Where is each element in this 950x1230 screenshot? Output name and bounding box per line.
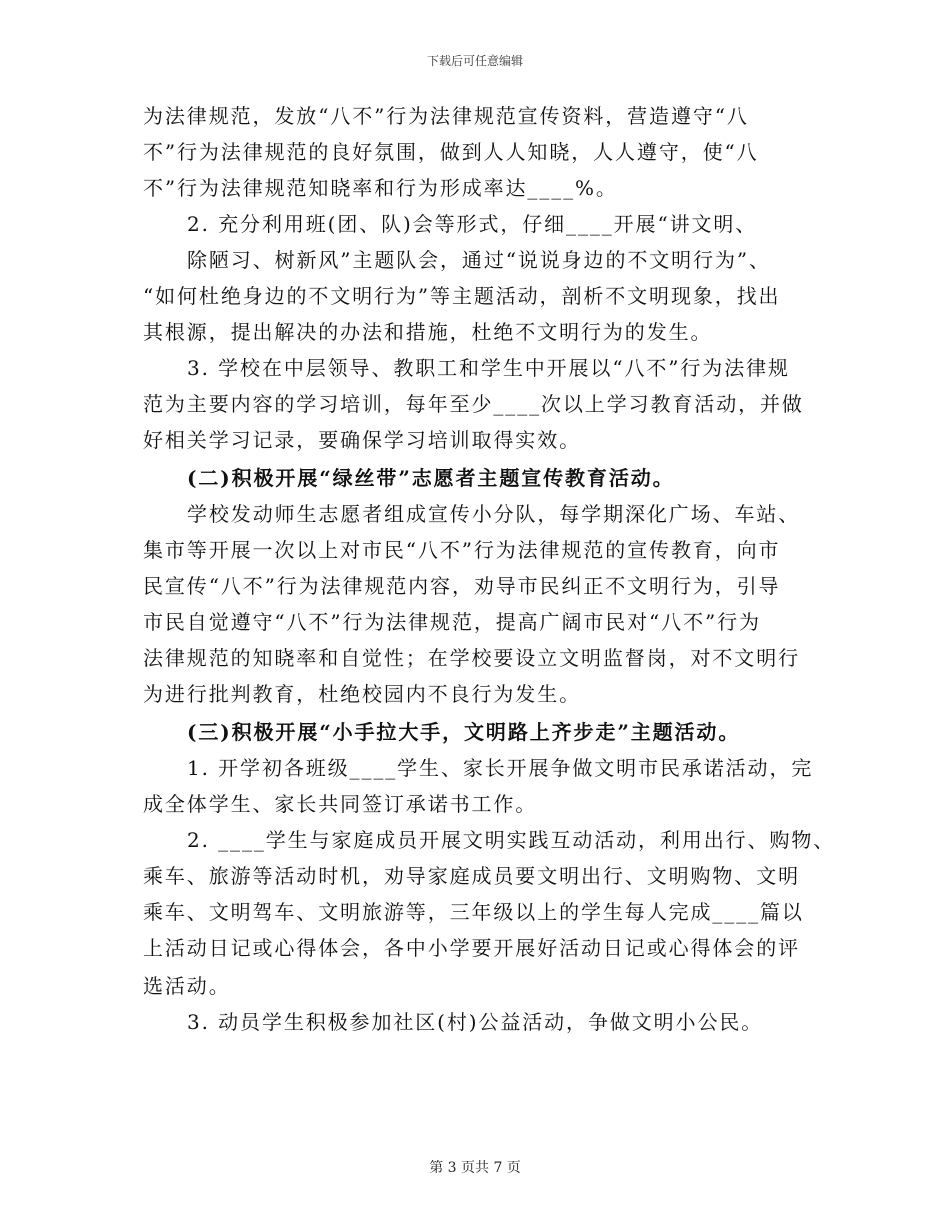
document-body	[143, 98, 836, 1040]
paragraph-line: 1. 开学初各班级____学生、家长开展争做文明市民承诺活动，完	[187, 756, 814, 780]
page-footer: 第 3 页共 7 页	[429, 1160, 521, 1176]
paragraph-line: 3. 学校在中层领导、教职工和学生中开展以“八不”行为法律规	[187, 356, 790, 380]
paragraph-line: 不”行为法律规范的良好氛围，做到人人知晓，人人遵守，使“八	[143, 140, 759, 164]
paragraph-line: 除陋习、树新风”主题队会，通过“说说身边的不文明行为”、	[187, 248, 771, 272]
paragraph-line: 好相关学习记录，要确保学习培训取得实效。	[143, 428, 581, 452]
paragraph-line: 选活动。	[143, 974, 231, 998]
paragraph-line: 集市等开展一次以上对市民“八不”行为法律规范的宣传教育，向市	[143, 538, 781, 562]
paragraph-line: 范为主要内容的学习培训，每年至少____次以上学习教育活动，并做	[143, 392, 804, 416]
section-heading-line: (二)积极开展“绿丝带”志愿者主题宣传教育活动。	[187, 466, 675, 490]
paragraph-line: 2. 充分利用班(团、队)会等形式，仔细____开展“讲文明、	[187, 212, 758, 236]
section-heading-line: (三)积极开展“小手拉大手，文明路上齐步走”主题活动。	[187, 720, 741, 744]
paragraph-line: 乘车、文明驾车、文明旅游等，三年级以上的学生每人完成____篇以	[143, 900, 804, 924]
paragraph-line: 乘车、旅游等活动时机，劝导家庭成员要文明出行、文明购物、文明	[143, 864, 800, 888]
paragraph-line: “如何杜绝身边的不文明行为”等主题活动，剖析不文明现象，找出	[143, 284, 781, 308]
paragraph-line: 为法律规范，发放“八不”行为法律规范宣传资料，营造遵守“八	[143, 104, 749, 128]
page-header: 下载后可任意编辑	[426, 54, 523, 68]
paragraph-line: 3. 动员学生积极参加社区(村)公益活动，争做文明小公民。	[187, 1010, 764, 1034]
paragraph-line: 上活动日记或心得体会，各中小学要开展好活动日记或心得体会的评	[143, 936, 800, 960]
paragraph-line: 其根源，提出解决的办法和措施，杜绝不文明行为的发生。	[143, 320, 713, 344]
paragraph-line: 法律规范的知晓率和自觉性；在学校要设立文明监督岗，对不文明行	[143, 646, 800, 670]
paragraph-line: 市民自觉遵守“八不”行为法律规范，提高广阔市民对“八不”行为	[143, 610, 761, 634]
paragraph-line: 民宣传“八不”行为法律规范内容，劝导市民纠正不文明行为，引导	[143, 574, 781, 598]
paragraph-line: 不”行为法律规范知晓率和行为形成率达____%。	[143, 176, 618, 200]
paragraph-line: 成全体学生、家长共同签订承诺书工作。	[143, 792, 538, 816]
paragraph-line: 2. ____学生与家庭成员开展文明实践互动活动，利用出行、购物、	[187, 828, 836, 852]
paragraph-line: 学校发动师生志愿者组成宣传小分队，每学期深化广场、车站、	[187, 502, 801, 526]
paragraph-line: 为进行批判教育，杜绝校园内不良行为发生。	[143, 682, 581, 706]
